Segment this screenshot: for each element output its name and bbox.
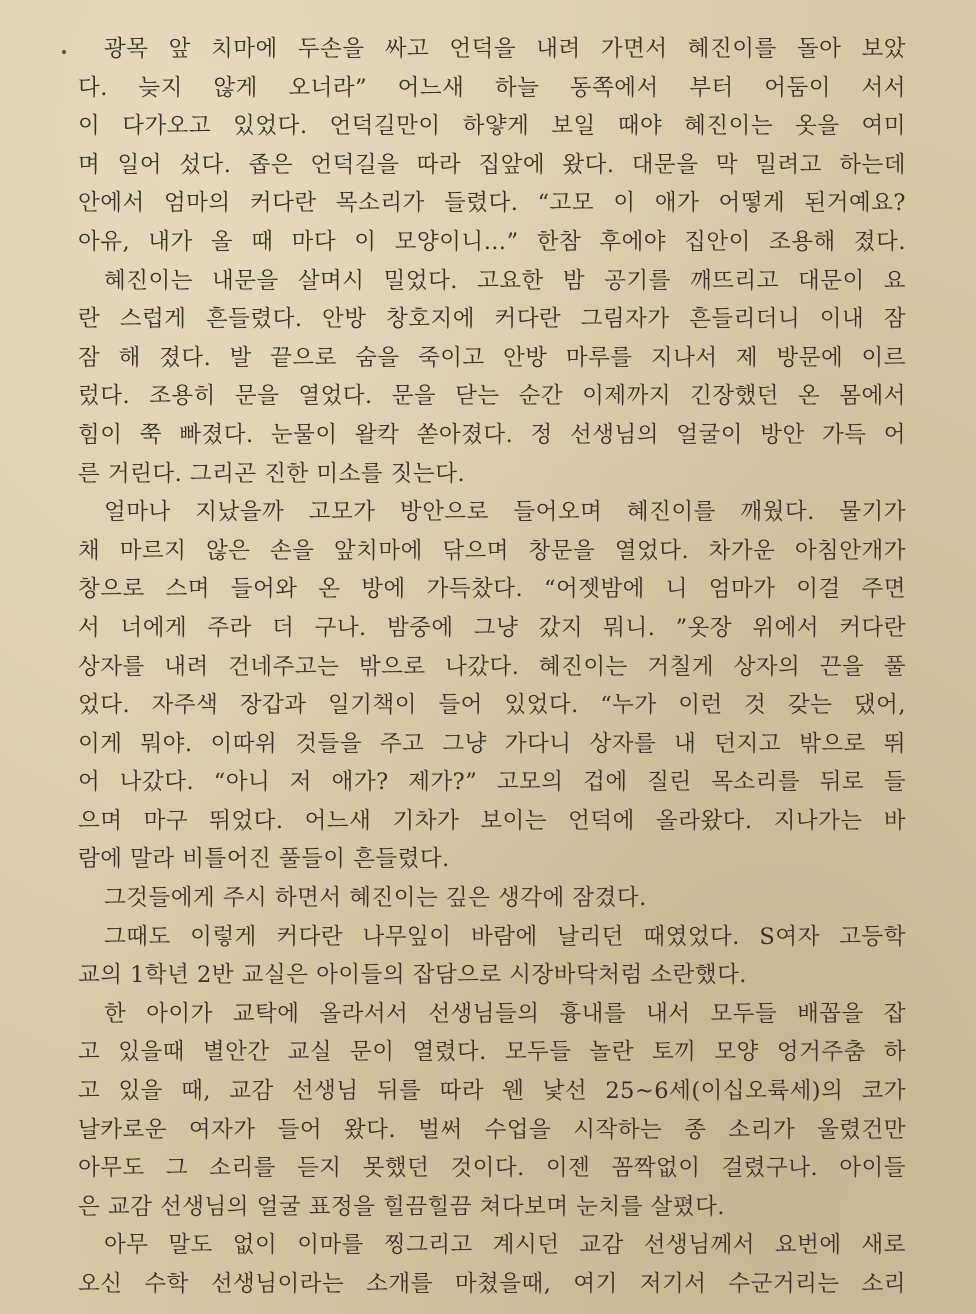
text-line: 이 다가오고 있었다. 언덕길만이 하얗게 보일 때야 혜진이는 옷을 여미 — [78, 113, 906, 140]
text-line: 광목 앞 치마에 두손을 싸고 언덕을 내려 가면서 혜진이를 돌아 보았 — [104, 36, 906, 62]
text-line: 아무 말도 없이 이마를 찡그리고 계시던 교감 선생님께서 요번에 새로 — [104, 1232, 906, 1259]
text-line: 람에 말라 비틀어진 풀들이 흔들렸다. — [78, 846, 450, 873]
text-line: 이게 뭐야. 이따위 것들을 주고 그냥 가다니 상자를 내 던지고 밖으로 뛰 — [78, 730, 906, 757]
text-line: 다. 늦지 않게 오너라” 어느새 하늘 동쪽에서 부터 어둠이 서서 — [78, 74, 906, 101]
text-line: 그것들에게 주시 하면서 혜진이는 깊은 생각에 잠겼다. — [104, 885, 647, 912]
text-line: 교의 1학년 2반 교실은 아이들의 잡담으로 시장바닥처럼 소란했다. — [78, 962, 747, 989]
text-line: 오신 수학 선생님이라는 소개를 마쳤을때, 여기 저기서 수군거리는 소리 — [78, 1271, 906, 1297]
text-line: 렀다. 조용히 문을 열었다. 문을 닫는 순간 이제까지 긴장했던 온 몸에서 — [78, 383, 906, 410]
text-line: 날카로운 여자가 들어 왔다. 벌써 수업을 시작하는 종 소리가 울렸건만 — [78, 1116, 906, 1143]
text-line: 창으로 스며 들어와 온 방에 가득찼다. “어젯밤에 니 엄마가 이걸 주면 — [78, 576, 906, 603]
text-line: 한 아이가 교탁에 올라서서 선생님들의 흉내를 내서 모두들 배꼽을 잡 — [104, 1000, 906, 1027]
text-line: 잠 해 졌다. 발 끝으로 숨을 죽이고 안방 마루를 지나서 제 방문에 이르 — [78, 344, 906, 371]
text-line: 상자를 내려 건네주고는 밖으로 나갔다. 혜진이는 거칠게 상자의 끈을 풀 — [78, 653, 906, 680]
text-line: 아무도 그 소리를 듣지 못했던 것이다. 이젠 꼼짝없이 걸렸구나. 아이들 — [78, 1155, 906, 1182]
text-line: 채 마르지 않은 손을 앞치마에 닦으며 창문을 열었다. 차가운 아침안개가 — [78, 537, 906, 564]
text-line: 으며 마구 뛰었다. 어느새 기차가 보이는 언덕에 올라왔다. 지나가는 바 — [78, 807, 906, 834]
text-line: 그때도 이렇게 커다란 나무잎이 바람에 날리던 때였었다. S여자 고등학 — [104, 923, 906, 950]
text-line: 었다. 자주색 장갑과 일기책이 들어 있었다. “누가 이런 것 갖는 댔어, — [78, 692, 906, 719]
text-line: 얼마나 지났을까 고모가 방안으로 들어오며 혜진이를 깨웠다. 물기가 — [104, 499, 906, 526]
text-line: 은 교감 선생님의 얼굴 표정을 힐끔힐끔 쳐다보며 눈치를 살폈다. — [78, 1193, 725, 1220]
body-text — [78, 30, 906, 1304]
text-line: 고 있을 때, 교감 선생님 뒤를 따라 웬 낯선 25~6세(이십오륙세)의 코가 — [78, 1078, 906, 1105]
text-line: 른 거린다. 그리곤 진한 미소를 짓는다. — [78, 460, 466, 487]
text-line: 란 스럽게 흔들렸다. 안방 창호지에 커다란 그림자가 흔들리더니 이내 잠 — [78, 306, 906, 333]
text-line: 어 나갔다. “아니 저 애가? 제가?” 고모의 겁에 질린 목소리를 뒤로 들 — [78, 769, 906, 796]
text-line: 고 있을때 별안간 교실 문이 열렸다. 모두들 놀란 토끼 모양 엉거주춤 하 — [78, 1039, 906, 1066]
text-line: 혜진이는 내문을 살며시 밀었다. 고요한 밤 공기를 깨뜨리고 대문이 요 — [104, 267, 906, 294]
text-line: 며 일어 섰다. 좁은 언덕길을 따라 집앞에 왔다. 대문을 막 밀려고 하는데 — [78, 151, 906, 178]
text-line: 힘이 쭉 빠졌다. 눈물이 왈칵 쏟아졌다. 정 선생님의 얼굴이 방안 가득 어 — [78, 421, 906, 448]
text-line: 아유, 내가 올 때 마다 이 모양이니…” 한참 후에야 집안이 조용해 졌다. — [78, 228, 906, 255]
text-line: 서 너에게 주라 더 구나. 밤중에 그냥 갔지 뭐니. ”옷장 위에서 커다란 — [78, 614, 906, 641]
text-line: 안에서 엄마의 커다란 목소리가 들렸다. “고모 이 애가 어떻게 된거예요? — [78, 190, 906, 217]
ink-speck-mark — [62, 50, 66, 54]
